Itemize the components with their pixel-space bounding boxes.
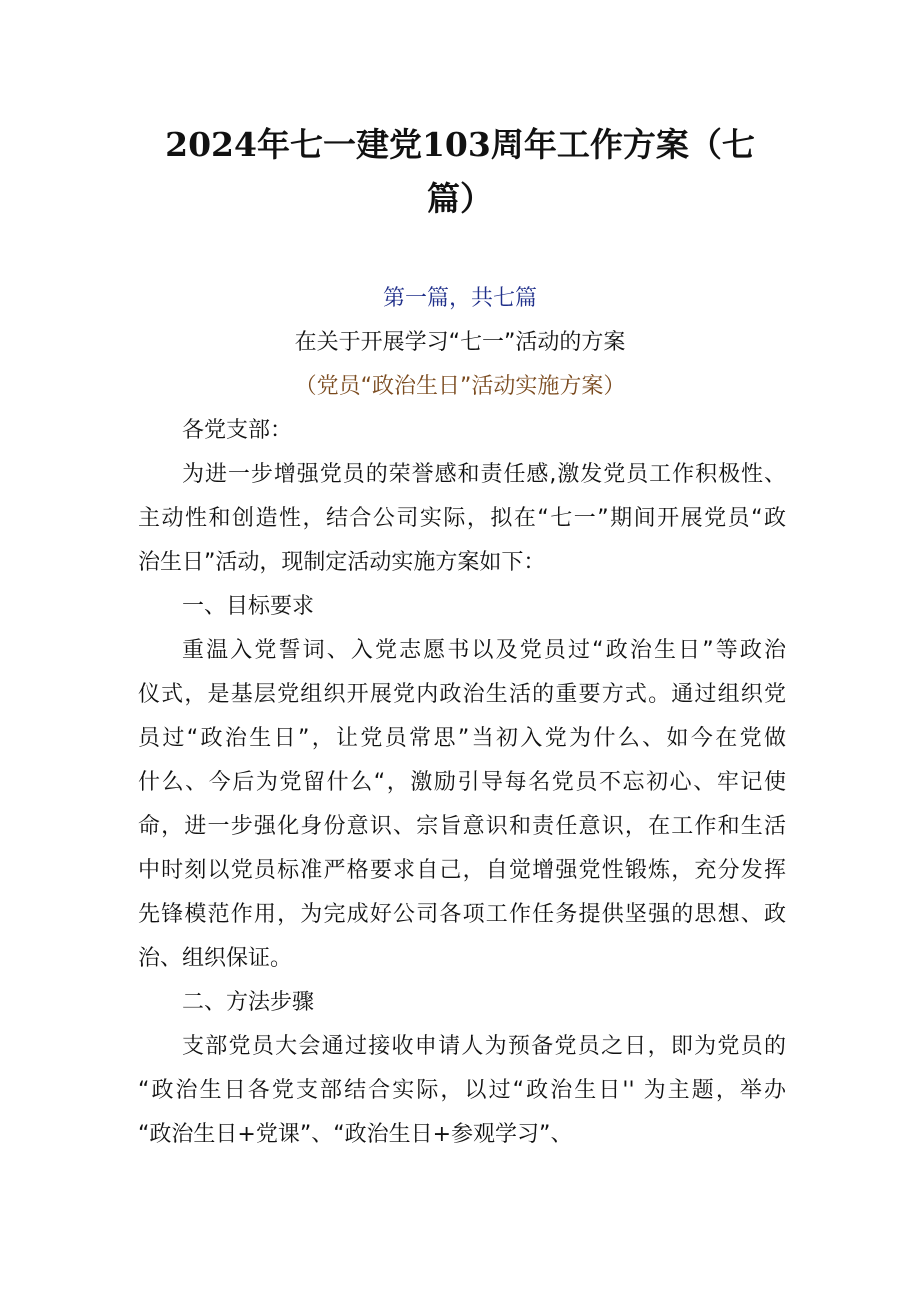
paragraph-1-line: 为进一步增强党员的荣誉感和责任感,激发党员工作积极性、 xyxy=(182,462,786,487)
section-title: 在关于开展学习“七一”活动的方案 xyxy=(294,330,626,355)
paragraph-2-line: 治、组织保证。 xyxy=(138,946,293,971)
paragraph-2-line: 什么、今后为党留什么“，激励引导每名党员不忘初心、牢记使 xyxy=(138,770,786,795)
paragraph-2-line: 中时刻以党员标准严格要求自己，自觉增强党性锻炼，充分发挥 xyxy=(138,858,786,883)
paragraph-2-line: 命，进一步强化身份意识、宗旨意识和责任意识，在工作和生活 xyxy=(138,814,786,839)
paragraph-3-line: 支部党员大会通过接收申请人为预备党员之日，即为党员的 xyxy=(182,1034,786,1059)
paragraph-2-line: 仪式，是基层党组织开展党内政治生活的重要方式。通过组织党 xyxy=(138,682,786,707)
salutation: 各党支部： xyxy=(182,418,293,443)
paragraph-2-line: 先锋模范作用，为完成好公司各项工作任务提供坚强的思想、政 xyxy=(138,902,786,927)
section-heading-1: 一、目标要求 xyxy=(182,594,315,619)
section-heading-2: 二、方法步骤 xyxy=(182,990,315,1015)
document-title xyxy=(130,118,790,226)
part-title: 第一篇，共七篇 xyxy=(382,286,537,311)
paragraph-3-line: “政治生日+党课”、“政治生日+参观学习”、 xyxy=(138,1122,573,1147)
paragraph-2-line: 员过“政治生日”，让党员常思”当初入党为什么、如今在党做 xyxy=(138,726,786,751)
document-title-line-1: 2024年七一建党103周年工作方案（七 xyxy=(165,125,755,164)
paragraph-1-line: 主动性和创造性，结合公司实际，拟在“七一”期间开展党员“政 xyxy=(138,506,786,531)
paragraph-3-line: “政治生日各党支部结合实际，以过“政治生日'' 为主题，举办 xyxy=(138,1078,786,1103)
paragraph-2-line: 重温入党誓词、入党志愿书以及党员过“政治生日”等政治 xyxy=(182,638,786,663)
section-subtitle: （党员“政治生日”活动实施方案） xyxy=(294,374,626,399)
document-title-line-2: 篇） xyxy=(427,179,493,218)
paragraph-1-line: 治生日”活动，现制定活动实施方案如下： xyxy=(138,550,546,575)
